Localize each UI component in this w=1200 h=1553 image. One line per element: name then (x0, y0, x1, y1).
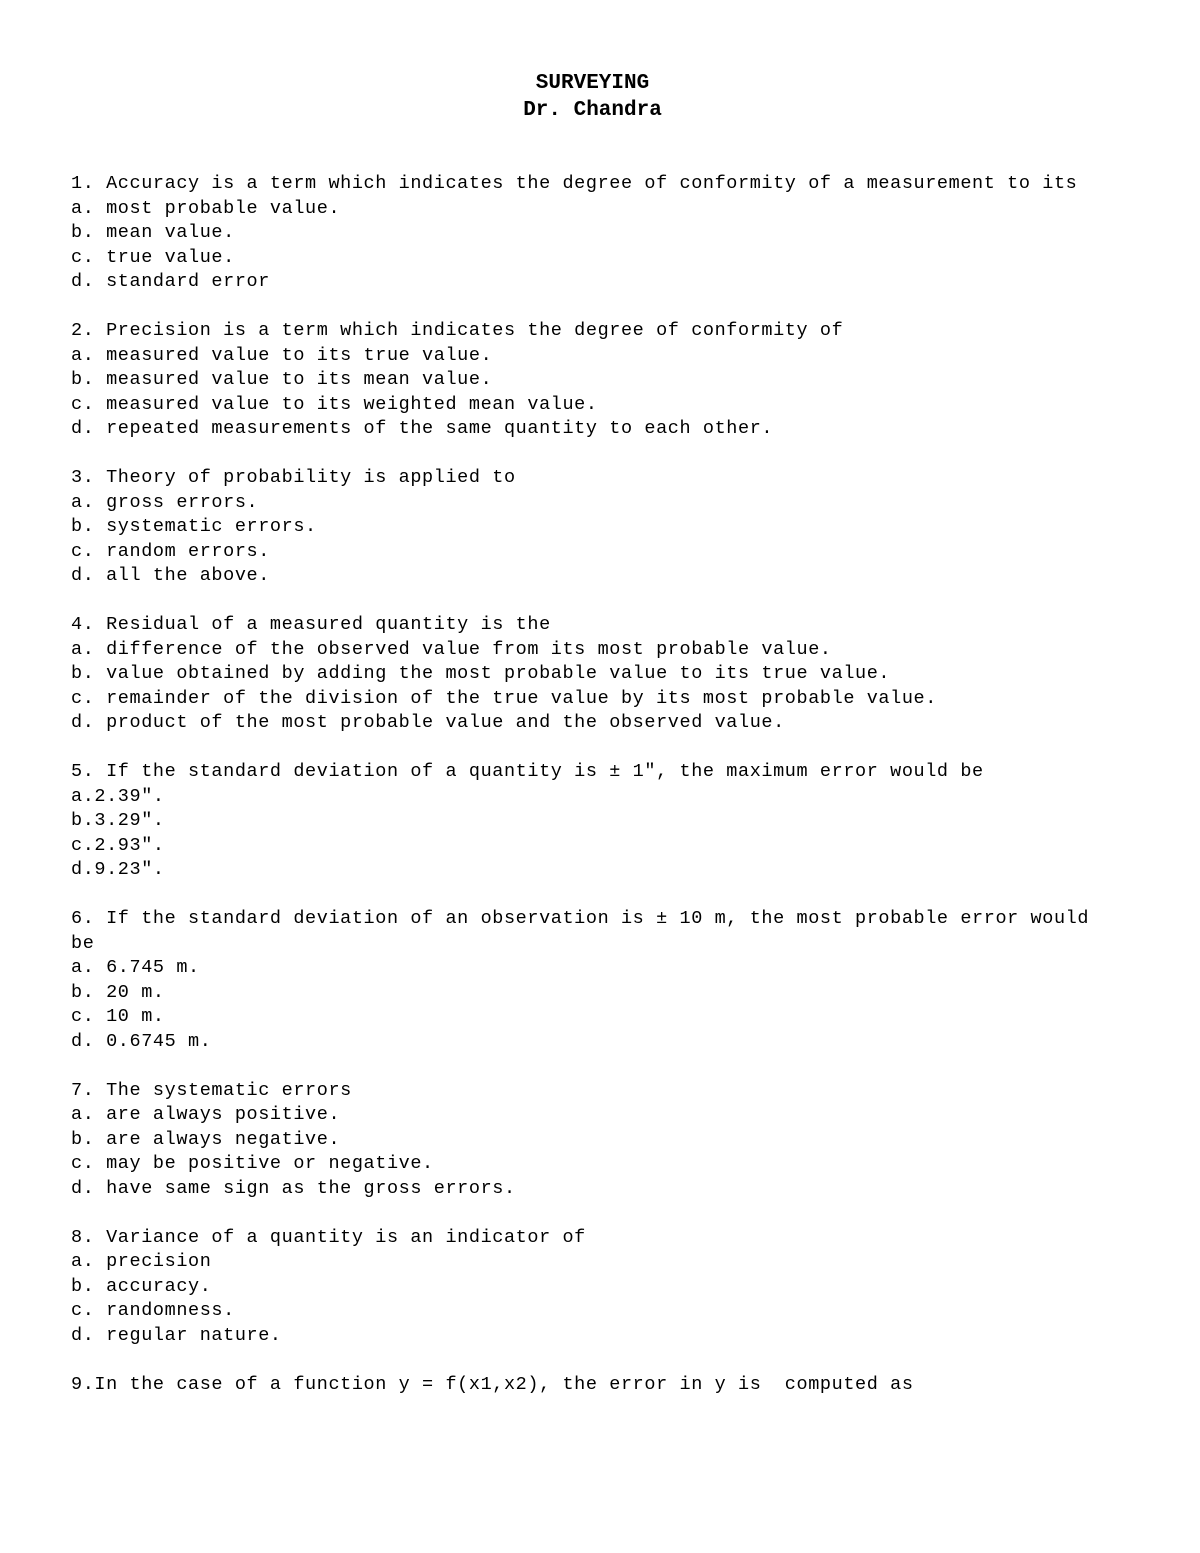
option-c: c. may be positive or negative. (71, 1153, 434, 1174)
question-5 (71, 760, 1151, 883)
option-d: d. standard error (71, 271, 270, 292)
option-b: b. mean value. (71, 222, 235, 243)
option-d: d. regular nature. (71, 1324, 282, 1346)
question-text: 6. If the standard deviation of an observation is ± 10 m, the most probable error would be (71, 908, 1101, 954)
option-c: c. true value. (71, 246, 235, 268)
question-9 (71, 1373, 1151, 1398)
question-1 (71, 172, 1151, 295)
option-b: b.3.29". (71, 810, 165, 831)
option-c: c.2.93". (71, 834, 165, 856)
question-list (71, 172, 1151, 1422)
option-b: b. 20 m. (71, 981, 165, 1003)
option-b: b. are always negative. (71, 1128, 341, 1150)
question-4 (71, 613, 1151, 736)
option-d: d. have same sign as the gross errors. (71, 1177, 516, 1199)
option-a: a. most probable value. (71, 197, 341, 219)
question-text: 5. If the standard deviation of a quantity is ± 1", the maximum error would be (71, 761, 984, 782)
option-c: c. 10 m. (71, 1006, 165, 1027)
question-text: 1. Accuracy is a term which indicates the degree of conformity of a measurement to its (71, 173, 1078, 194)
option-b: b. accuracy. (71, 1275, 212, 1297)
document-title: SURVEYING (535, 72, 650, 95)
option-d: d. 0.6745 m. (71, 1030, 212, 1052)
option-d: d. all the above. (71, 565, 270, 586)
question-7 (71, 1079, 1151, 1202)
option-b: b. measured value to its mean value. (71, 369, 493, 390)
option-c: c. remainder of the division of the true value by its most probable value. (71, 687, 937, 709)
question-text: 3. Theory of probability is applied to (71, 467, 516, 488)
option-c: c. randomness. (71, 1300, 235, 1321)
option-a: a. difference of the observed value from its most probable value. (71, 638, 832, 660)
option-a: a. 6.745 m. (71, 957, 200, 978)
document-author: Dr. Chandra (523, 99, 662, 122)
option-b: b. systematic errors. (71, 516, 317, 537)
question-2 (71, 319, 1151, 442)
question-text: 4. Residual of a measured quantity is the (71, 614, 551, 635)
option-a: a. measured value to its true value. (71, 344, 493, 366)
question-text: 9.In the case of a function y = f(x1,x2), the error in y is computed as (71, 1373, 914, 1395)
option-d: d. product of the most probable value and the observed value. (71, 712, 785, 733)
option-a: a. are always positive. (71, 1104, 341, 1125)
option-c: c. measured value to its weighted mean value. (71, 393, 598, 415)
option-d: d.9.23". (71, 859, 165, 880)
option-c: c. random errors. (71, 540, 270, 562)
question-text: 7. The systematic errors (71, 1079, 352, 1101)
option-b: b. value obtained by adding the most probable value to its true value. (71, 663, 891, 684)
question-text: 8. Variance of a quantity is an indicator of (71, 1226, 586, 1248)
question-6 (71, 907, 1151, 1054)
question-text: 2. Precision is a term which indicates the degree of conformity of (71, 320, 844, 341)
option-d: d. repeated measurements of the same quantity to each other. (71, 418, 774, 439)
option-a: a. precision (71, 1251, 212, 1272)
option-a: a.2.39". (71, 785, 165, 807)
question-3 (71, 466, 1151, 589)
option-a: a. gross errors. (71, 491, 259, 513)
document-header (0, 70, 1185, 124)
question-8 (71, 1226, 1151, 1349)
